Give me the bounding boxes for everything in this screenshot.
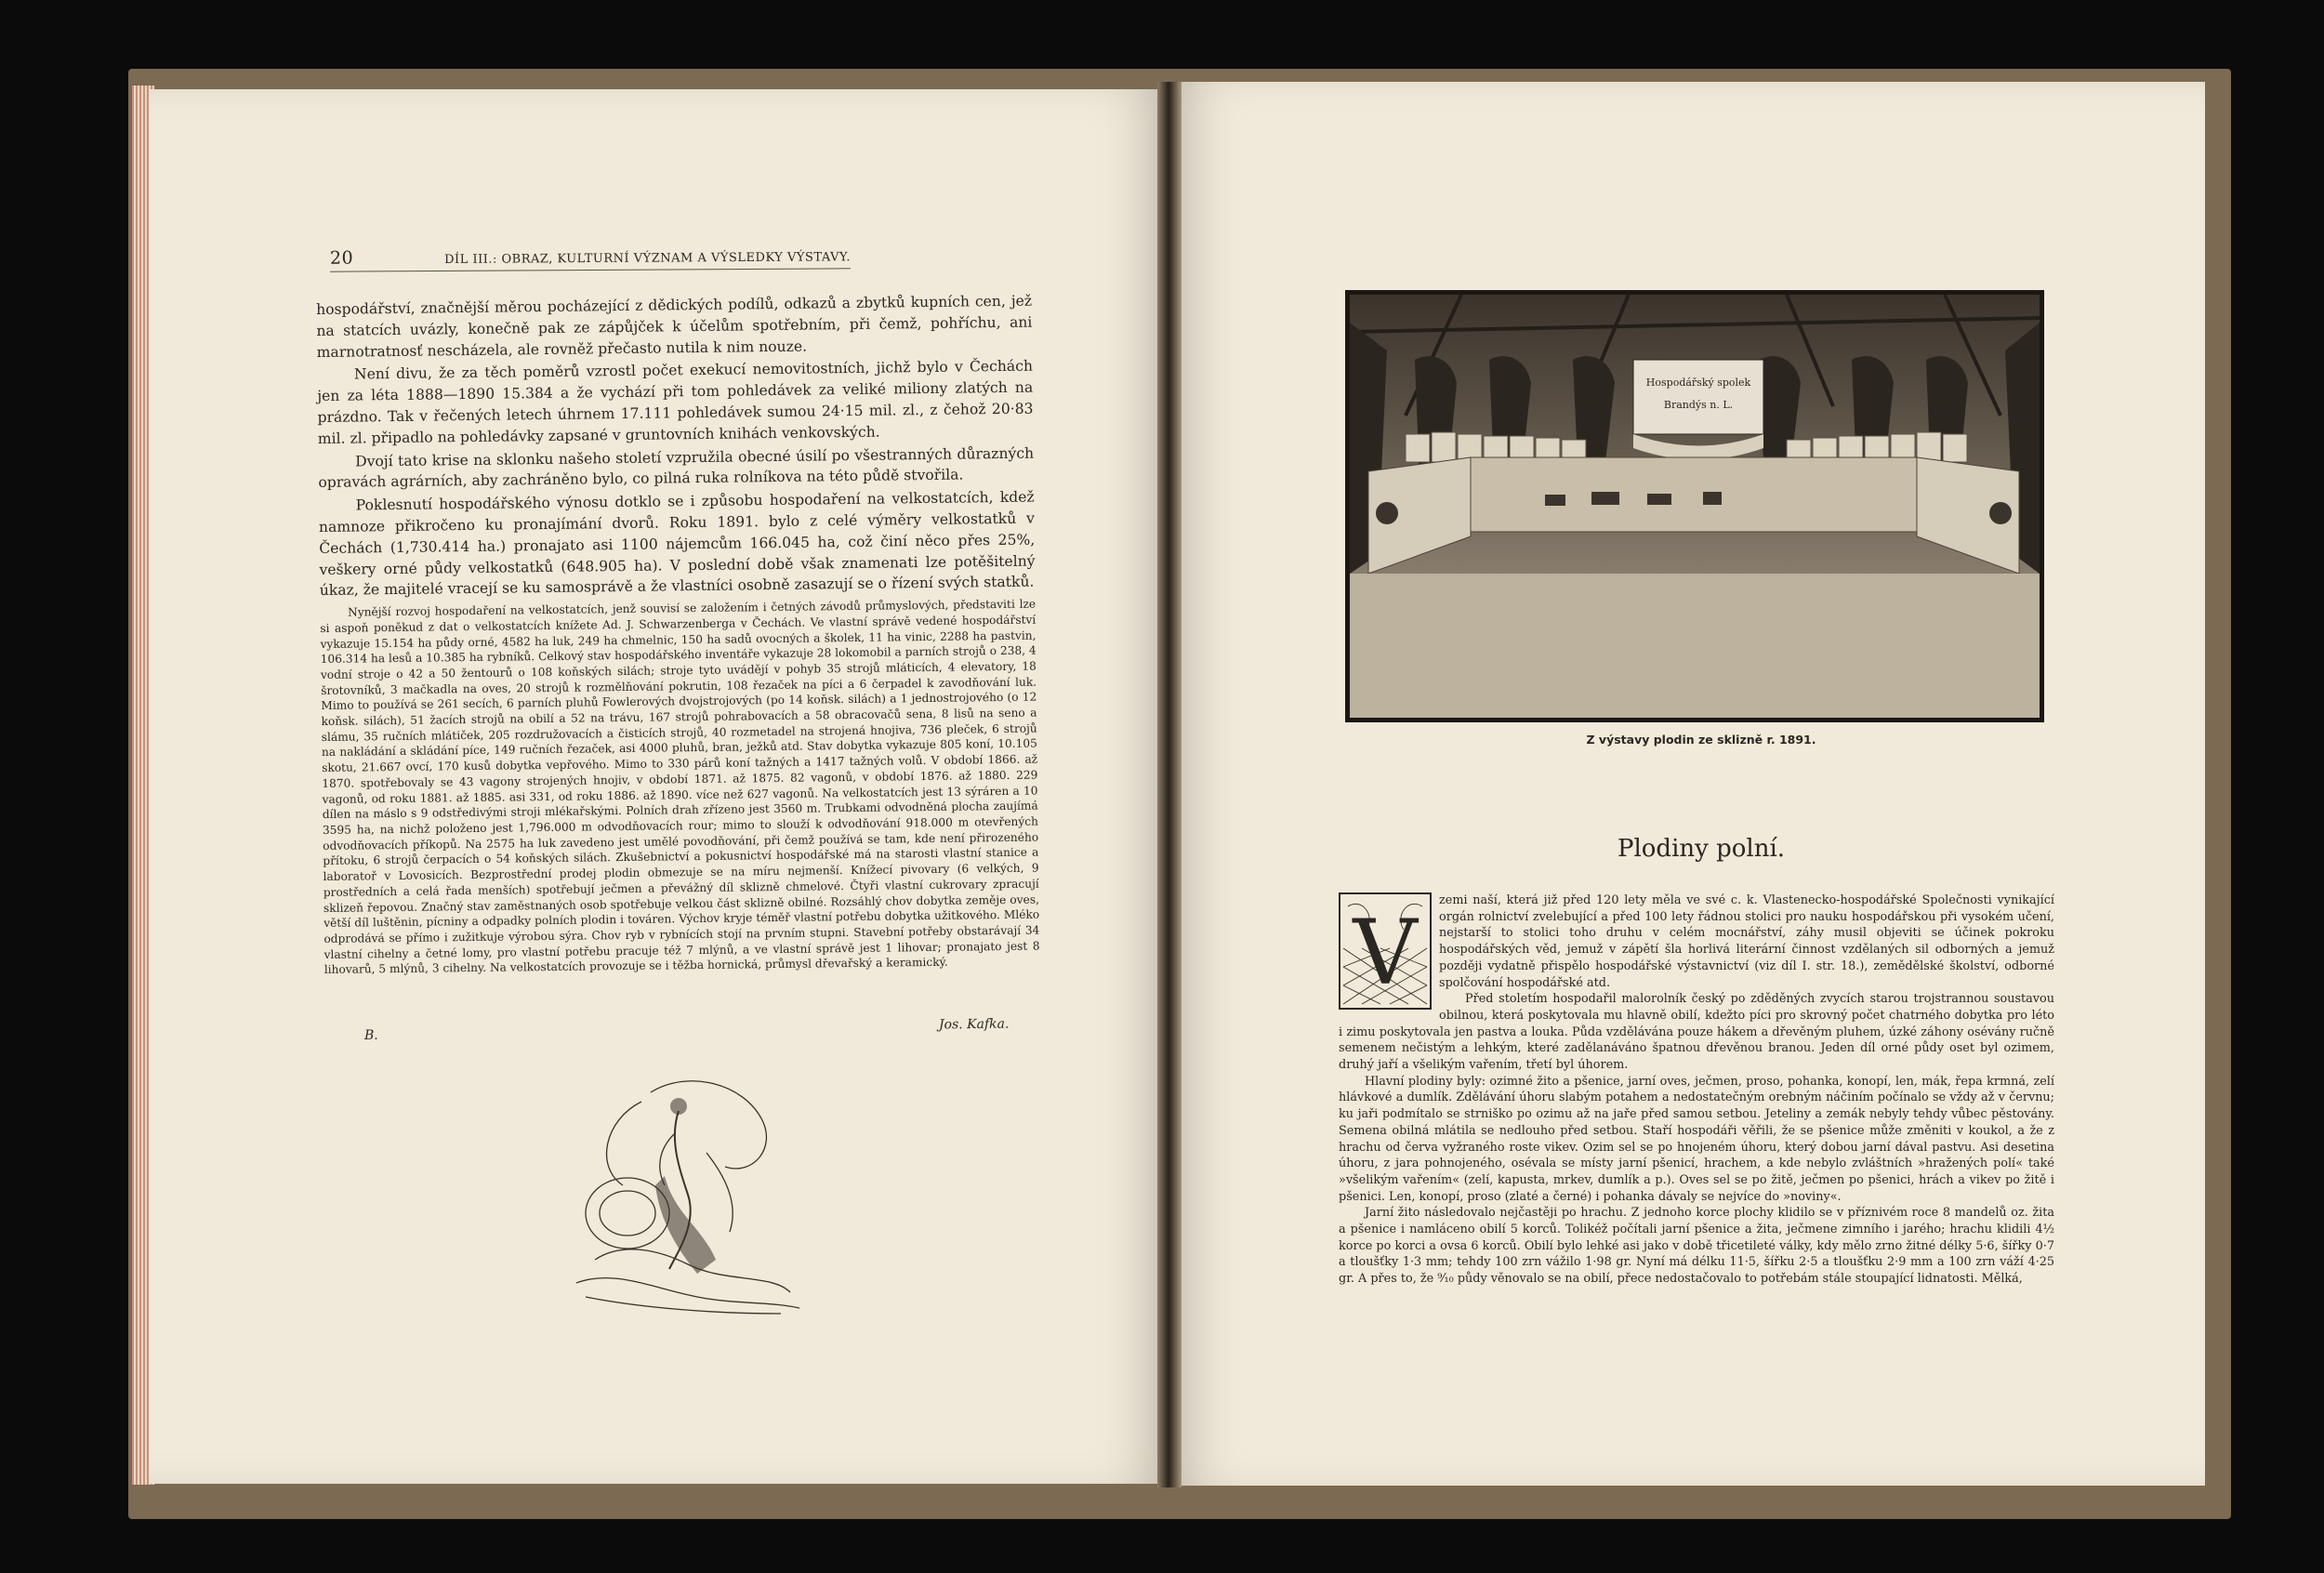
page-number: 20 (329, 247, 354, 269)
section-initial: B. (364, 1028, 378, 1043)
paragraph: Není divu, že za těch poměrů vzrostl počet exekucí nemovitostních, jichž bylo v Čechách jen za léta 1888—1890 15.384 a že vychází při tom pohledávek za veliké miliony zlatých na prázdno. Tak v řečených letech úhrnem 17.111 pohledávek sumou 24·15 mil. zl., z čehož 20·83 mil. zl. připadlo na pohledávky zapsané v gruntovních knihách venkovských. (317, 357, 1034, 447)
banner-line-2: Brandýs n. L. (1663, 399, 1734, 411)
paragraph: hospodářství, značnější měrou pocházející z dědických podílů, odkazů a zbytků kupních cen, jež na statcích uvázly, konečně pak ze zápůjček k účelům spotřebním, při čemž, pohříchu, ani marnotratnosť nescházela, ale rovněž přečasto nutila k nim nouze. (316, 292, 1033, 361)
paragraph: Dvojí tato krise na sklonku našeho století vzpružila obecné úsilí po všestranných důrazných opravách agrárních, aby zachráněno bylo, co pilná ruka rolníkova na této půdě stvořila. (318, 444, 1035, 492)
right-text-column (1339, 892, 2054, 1288)
left-text-column (316, 291, 1040, 980)
small-print-paragraph: Nynější rozvoj hospodaření na velkostatcích, jenž souvisí se založením i četných závodů průmyslových, představiti lze si aspoň poněkud z dat o velkostatcích knížete Ad. J. Schwarzenberga v Čechách. Ve vlastní správě vedené hospodářství vykazuje 15.154 ha půdy orné, 4582 ha luk, 249 ha chmelnic, 150 ha sadů ovocných a školek, 11 ha vinic, 2288 ha pastvin, 106.314 ha lesů a 10.385 ha rybníků. Celkový stav hospodářského inventáře vykazuje 28 lokomobil a parních strojů o 238, 4 vodní stroje o 42 a 50 žentourů o 108 koňských silách; stroje tyto uvádějí v pohyb 35 strojů mláticích, 4 elevatory, 18 šrotovníků, 3 mačkadla na oves, 20 strojů k rozmělňování pokrutin, 108 řezaček na píci a 6 čerpadel k zavodňování luk. Mimo to používá se 261 secích, 6 parních pluhů Fowlerových dvojstrojových (po 14 koňsk. silách) a 1 jednostrojového (o 12 koňsk. silách), 51 žacích strojů na obilí a 52 na trávu, 167 strojů pohrabovacích a 58 obracovačů sena, 8 lisů na seno a slámu, 35 ručních mlátiček, 205 rozdružovacích a čisticích strojů, 40 rozmetadel na strojená hnojiva, 736 pleček, 6 strojů na nakládání a skládání píce, 149 ručních řezaček, asi 4000 pluhů, bran, ježků atd. Stav dobytka vykazuje 805 koní, 10.105 skotu, 21.667 ovcí, 170 kusů dobytka vepřového. Mimo to 330 párů koní tažných a 1417 tažných volů. V období 1866. až 1870. spotřebovaly se 43 vagony strojených hnojiv, v období 1871. až 1875. 82 vagonů, v období 1876. až 1880. 229 vagonů, od roku 1881. až 1885. asi 331, od roku 1886. až 1890. více než 627 vagonů. Na velkostatcích jest 13 sýráren a 10 dílen na máslo s 9 odstředivými stroji mlékařskými. Polních drah zřízeno jest 3560 m. Trubkami odvodněná plocha zaujímá 3595 ha, na nichž položeno jest 1,796.000 m odvodňovacích rour; mimo to slouží k odvodňování 918.000 m otevřených odvodňovacích příkopů. Na 2575 ha luk zavedeno jest umělé povodňování, při čemž používá se tam, kde není přirozeného přítoku, 6 strojů čerpacích o 54 koňských silách. Zkušebnictví a pokusnictví hospodářské má na starosti vlastní stanice a laboratoř v Lovosicích. Bezprostřední prodej plodin obmezuje se na míru nejmenší. Knížecí pivovary (6 velkých, 9 prostředních a celá řada menších) spotřebují ječmen a převážný díl sklizně chmelové. Čtyři vlastní cukrovary zpracují sklizeň řepovou. Značný stav zaměstnaných osob spotřebuje velkou část sklizně obilné. Rozsáhlý chov dobytka zeměje oves, větší díl luštěnin, pícniny a odpadky polních plodin i továren. Výchov kryje téměř vlastní potřebu dobytka užitkového. Mléko odprodává se přímo i zužitkuje výrobou sýra. Chov ryb v rybnících stojí na prvním stupni. Stavební potřeby obstarávají 34 vlastní cihelny a četné lomy, pro vlastní potřebu pracuje též 7 mlýnů, a ve vlastní správě jest 1 lihovar; pronajato jest 8 lihovarů, 5 mlýnů, 3 cihelny. Na velkostatcích provozuje se i těžba hornická, průmysl dřevařský a keramický. (320, 597, 1040, 977)
book-gutter (1157, 82, 1182, 1487)
paragraph: Hlavní plodiny byly: ozimné žito a pšenice, jarní oves, ječmen, proso, pohanka, konopí, len, mák, řepa krmná, zelí hlávkové a dumlík. Zdělávání úhoru slabým potahem a nedostatečným orebným náčiním počínalo se vždy až v červnu; ku jaři podmítalo se strniško po ozimu až na jaře před samou setbou. Jeteliny a zemák nebyly tehdy vůbec pěstovány. Semena obilná mlátila se nedlouho před setbou. Staří hospodáři věřili, že se pšenice může změniti v koukol, a že z hrachu od červa vyžraného roste vikev. Ozim sel se po hnojeném úhoru, který dobou jarní dával pastvu. Asi desetina úhoru, z jara pohnojeného, osévala se místy jarní pšenicí, hrachem, a kde nebylo zvláštních »hražených polí« také »všelikým vařením« (zelí, kapusta, mrkev, dumlík a p.). Oves sel se po žitě, ječmen po pšenici, hrách a vikev po žitě i pšenici. Len, konopí, proso (zlaté a černé) i pohanka dávaly se nejvíce do »noviny«. (1339, 1074, 2054, 1204)
running-head (330, 245, 851, 268)
paragraph: zemi naší, která již před 120 lety měla ve své c. k. Vlastenecko-hospodářské Společnosti vynikající orgán rolnictví zvelebující a před 100 lety řádnou stolici pro nauku hospodářskou při vysokém učení, nejstarší to stolici toho druhu v celém mocnářství, záhy musil objeviti se účinek pokroku hospodářských věd, jemuž v zápětí šla horlivá literární činnost vzdělaných sil odborných a jemuž později vydatně přispělo hospodářské výstavnictví (viz díl I. str. 18.), zemědělské školství, odborné spolčování hospodářské atd. (1439, 893, 2054, 990)
paragraph: Před stoletím hospodařil malorolník český po zděděných zvycích starou trojstrannou soustavou obilnou, která poskytovala mu hlavně obilí, kdežto píci pro skrovný počet chatrného dobytka pro léto i zimu poskytovala jen pastva a louka. Půda vzdělávána pouze hákem a dřevěným pluhem, úzké záhony osévány ručně semenem nečistým a lehkým, které zadělanáváno špatnou dřevěnou branou. Jeden díl orné půdy oset byl ozimem, druhý jaří a všelikým vařením, třetí byl úhorem. (1339, 992, 2054, 1073)
running-head-text: DÍL III.: OBRAZ, KULTURNÍ VÝZNAM A VÝSLEDKY VÝSTAVY. (444, 250, 852, 267)
dropcap-letter: V (1353, 901, 1418, 1005)
author-signature: Jos. Kafka. (938, 1016, 1010, 1033)
allegorical-vignette (539, 1064, 818, 1315)
banner-line-1: Hospodářský spolek (1645, 377, 1751, 389)
paragraph: Poklesnutí hospodářského výnosu dotklo se i způsobu hospodaření na velkostatcích, kdež namnoze přikročeno ku pronajímání dvorů. Roku 1891. bylo z celé výměry velkostatků v Čechách (1,730.414 ha.) pronajato asi 1100 nájemcům 166.045 ha, což činí něco přes 25%, veškery orné půdy velkostatků (648.905 ha). V poslední době však znamenati lze potěšitelný úkaz, že majitelé vracejí se ku samosprávě a že vlastníci osobně zasazují se o řízení svých statků. (318, 488, 1036, 600)
section-title: Plodiny polní. (1617, 835, 1786, 863)
paragraph: Jarní žito následovalo nejčastěji po hrachu. Z jednoho korce plochy klidilo se v příznivém roce 8 mandelů oz. žita a pšenice i namláceno obilí 5 korců. Tolikéž počítali jarní pšenice a žita, ječmene zimního i jarého; hrachu klidili 4½ korce po korci a ovsa 6 korců. Obilí bylo lehké asi jako v době třicetileté války, kdy mělo zrno žitné délky 5·6, šířky 0·7 a tloušťky 1·3 mm; tehdy 100 zrn vážilo 1·98 gr. Nyní má délku 11·5, šířku 2·5 a tloušťku 2·9 mm a 100 zrn váží 4·25 gr. A přes to, že ⁹⁄₁₀ půdy věnovalo se na obilí, přece nedostačovalo to potřebám stále stoupající lidnatosti. Mělká, (1339, 1206, 2054, 1287)
decorated-initial-v (1339, 892, 1432, 1010)
exhibition-photo (1350, 295, 2040, 718)
photo-caption: Z výstavy plodin ze sklizně r. 1891. (1586, 733, 1816, 747)
